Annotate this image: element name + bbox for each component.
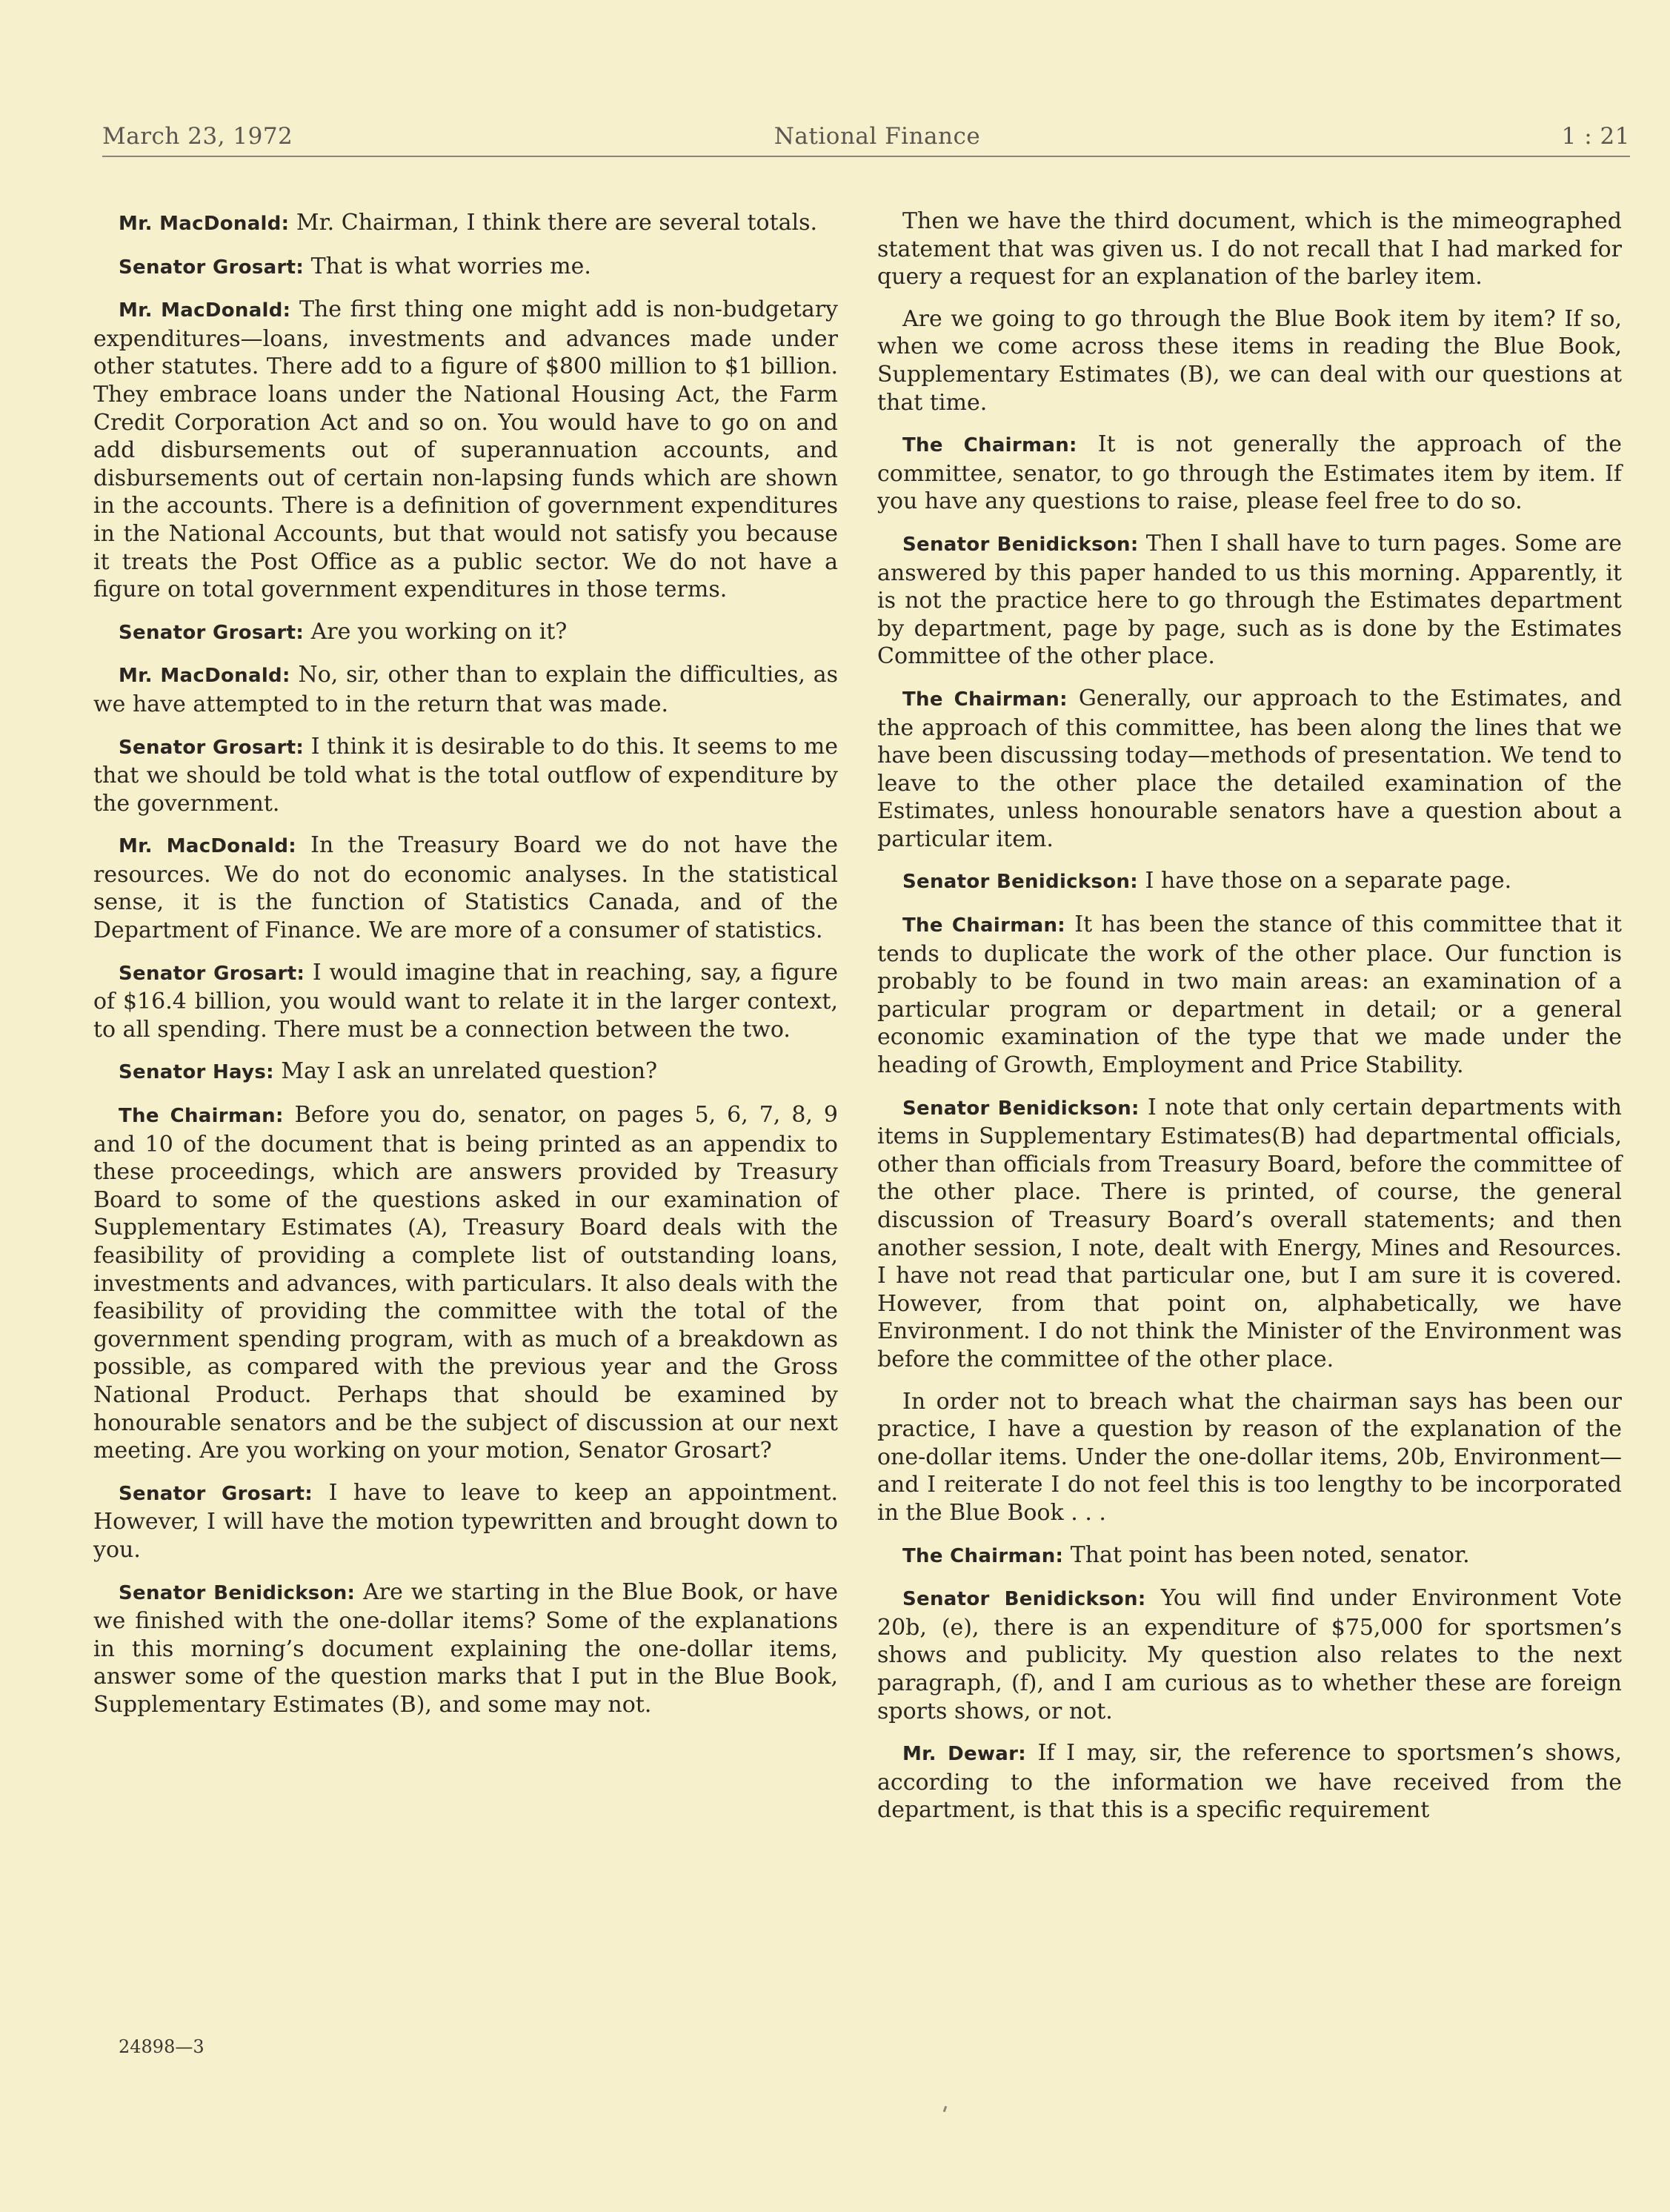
paragraph-text: No, sir, other than to explain the difficulties, as we have attempted to in the return that was made. (93, 662, 838, 717)
paragraph (877, 685, 1622, 854)
speaker-name: Mr. MacDonald: (119, 665, 290, 688)
speaker-name: Mr. MacDonald: (119, 213, 290, 235)
paragraph (93, 1057, 838, 1087)
paragraph-text: In the Treasury Board we do not have the resources. We do not do economic analyses. In the statistical sense, it is the function of Statistics Canada, and of the Department of Finance. We are more of a consumer of statistics. (93, 832, 838, 944)
stray-mark (943, 2106, 948, 2113)
running-header (102, 123, 1630, 153)
header-title: National Finance (774, 123, 981, 150)
paragraph-text: Are you working on it? (304, 618, 568, 645)
left-column (93, 209, 838, 1733)
header-date: March 23, 1972 (102, 123, 293, 150)
paragraph (877, 1584, 1622, 1725)
speaker-name: Senator Grosart: (119, 1482, 313, 1505)
paragraph (93, 959, 838, 1044)
paragraph (93, 831, 838, 944)
paragraph (877, 431, 1622, 516)
paragraph-text: That is what worries me. (304, 253, 591, 279)
footer-code: 24898—3 (119, 2036, 204, 2057)
paragraph (877, 1388, 1622, 1527)
paragraph-text: Are we going to go through the Blue Book item by item? If so, when we come across these items in reading the Blue Book, Supplementary Estimates (B), we can deal with our questions at that time. (877, 305, 1622, 416)
speaker-name: Senator Benidickson: (902, 1097, 1140, 1120)
speaker-name: The Chairman: (902, 1544, 1064, 1567)
speaker-name: The Chairman: (119, 1105, 284, 1128)
paragraph (93, 209, 838, 239)
speaker-name: Senator Benidickson: (902, 1588, 1146, 1611)
paragraph-text: It is not generally the approach of the committee, senator, to go through the Estimates item by item. If you have any questions to raise, please feel free to do so. (877, 431, 1623, 515)
paragraph (877, 911, 1622, 1080)
paragraph (93, 296, 838, 604)
header-rule (102, 156, 1630, 157)
speaker-name: The Chairman: (902, 688, 1068, 711)
paragraph (877, 305, 1622, 416)
page-number: 1 : 21 (1561, 123, 1630, 150)
paragraph-text: Mr. Chairman, I think there are several totals. (289, 210, 818, 236)
paragraph (877, 1541, 1622, 1571)
paragraph (877, 1739, 1622, 1824)
paragraph-text: The first thing one might add is non-budgetary expenditures—loans, investments and advances made under other statutes. There add to a figure of $800 million to $1 billion. They embrace loans under the National Housing Act, the Farm Credit Corporation Act and so on. You would have to go on and add disbursements out of superannuation accounts, and disbursements out of certain non-lapsing funds which are shown in the accounts. There is a definition of government expenditures in the National Accounts, but that would not satisfy you because it treats the Post Office as a public sector. We do not have a figure on total government expenditures in those terms. (93, 296, 838, 603)
paragraph-text: That point has been noted, senator. (1063, 1541, 1470, 1568)
paragraph-text: Generally, our approach to the Estimates, and the approach of this committee, has been along the lines that we have been discussing today—methods of presentation. We tend to leave to the other place the detailed examination of the Estimates, unless honourable senators have a question about a particular item. (877, 685, 1623, 852)
paragraph (93, 618, 838, 648)
paragraph-text: I note that only certain departments with items in Supplementary Estimates(B) had departmental officials, other than officials from Treasury Board, before the committee of the other place. There is printed, of course, the general discussion of Treasury Board’s overall statements; and then another session, I note, dealt with Energy, Mines and Resources. I have not read that particular one, but I am sure it is covered. However, from that point on, alphabetically, we have Environment. I do not think the Minister of the Environment was before the committee of the other place. (877, 1094, 1622, 1372)
speaker-name: Senator Benidickson: (119, 1581, 356, 1604)
paragraph-text: I have to leave to keep an appointment. However, I will have the motion typewritten and brought down to you. (93, 1479, 838, 1563)
paragraph-text: I would imagine that in reaching, say, a figure of $16.4 billion, you would want to relate it in the larger context, to all spending. There must be a connection between the two. (93, 959, 838, 1043)
speaker-name: Senator Hays: (119, 1061, 274, 1084)
paragraph (877, 1094, 1622, 1374)
speaker-name: The Chairman: (902, 434, 1077, 457)
paragraph (877, 867, 1622, 897)
paragraph (877, 530, 1622, 671)
speaker-name: Senator Grosart: (119, 962, 305, 985)
paragraph-text: It has been the stance of this committee that it tends to duplicate the work of the other place. Our function is probably to be found in two main areas: an examination of a particular program or department in detail; or a general economic examination of the type that we made under the heading of Growth, Employment and Price Stability. (877, 911, 1622, 1079)
paragraph-text: You will find under Environment Vote 20b, (e), there is an expenditure of $75,000 for sportsmen’s shows and publicity. My question also relates to the next paragraph, (f), and I am curious as to whether these are foreign sports shows, or not. (877, 1585, 1622, 1724)
speaker-name: Senator Benidickson: (902, 871, 1138, 894)
paragraph-text: Are we starting in the Blue Book, or have we finished with the one-dollar items? Some of the explanations in this morning’s document explaining the one-dollar items, answer some of the question marks that I put in the Blue Book, Supplementary Estimates (B), and some may not. (93, 1578, 838, 1718)
paragraph (93, 1578, 838, 1719)
speaker-name: Senator Grosart: (119, 256, 305, 279)
paragraph-text: If I may, sir, the reference to sportsmen’s shows, according to the information we have received from the department, is that this is a specific requirement (877, 1740, 1622, 1824)
paragraph (877, 207, 1622, 291)
paragraph-text: Then we have the third document, which is the mimeographed statement that was given us. I do not recall that I had marked for query a request for an explanation of the barley item. (877, 208, 1622, 290)
speaker-name: Senator Grosart: (119, 621, 305, 644)
paragraph-text: I have those on a separate page. (1137, 868, 1512, 894)
paragraph (93, 661, 838, 718)
paragraph-text: In order not to breach what the chairman says has been our practice, I have a question by reason of the explanation of the one-dollar items. Under the one-dollar items, 20b, Environment—and I reiterate I do not feel this is too lengthy to be incorporated in the Blue Book . . . (877, 1388, 1622, 1526)
paragraph (93, 733, 838, 818)
speaker-name: Senator Grosart: (119, 736, 305, 759)
paragraph-text: Before you do, senator, on pages 5, 6, 7, 8, 9 and 10 of the document that is being printed as an appendix to these proceedings, which are answers provided by Treasury Board to some of the questions asked in our examination of Supplementary Estimates (A), Treasury Board deals with the feasibility of providing a complete list of outstanding loans, investments and advances, with particulars. It also deals with the feasibility of providing the committee with the total of the government spending program, with as much of a breakdown as possible, as compared with the previous year and the Gross National Product. Perhaps that should be examined by honourable senators and be the subject of discussion at our next meeting. Are you working on your motion, Senator Grosart? (93, 1102, 838, 1464)
speaker-name: Mr. MacDonald: (119, 299, 291, 322)
paragraph (93, 253, 838, 282)
paragraph-text: May I ask an unrelated question? (273, 1058, 658, 1085)
speaker-name: Mr. MacDonald: (119, 835, 296, 858)
speaker-name: Mr. Dewar: (902, 1743, 1026, 1766)
speaker-name: Senator Benidickson: (902, 533, 1139, 556)
right-column (877, 207, 1622, 1839)
paragraph (93, 1479, 838, 1564)
paragraph (93, 1101, 838, 1465)
speaker-name: The Chairman: (902, 914, 1065, 937)
paragraph-text: Then I shall have to turn pages. Some are answered by this paper handed to us this morning. Apparently, it is not the practice here to go through the Estimates department by department, page by page, such as is done by the Estimates Committee of the other place. (877, 530, 1622, 670)
paragraph-text: I think it is desirable to do this. It seems to me that we should be told what is the total outflow of expenditure by the government. (93, 733, 838, 817)
